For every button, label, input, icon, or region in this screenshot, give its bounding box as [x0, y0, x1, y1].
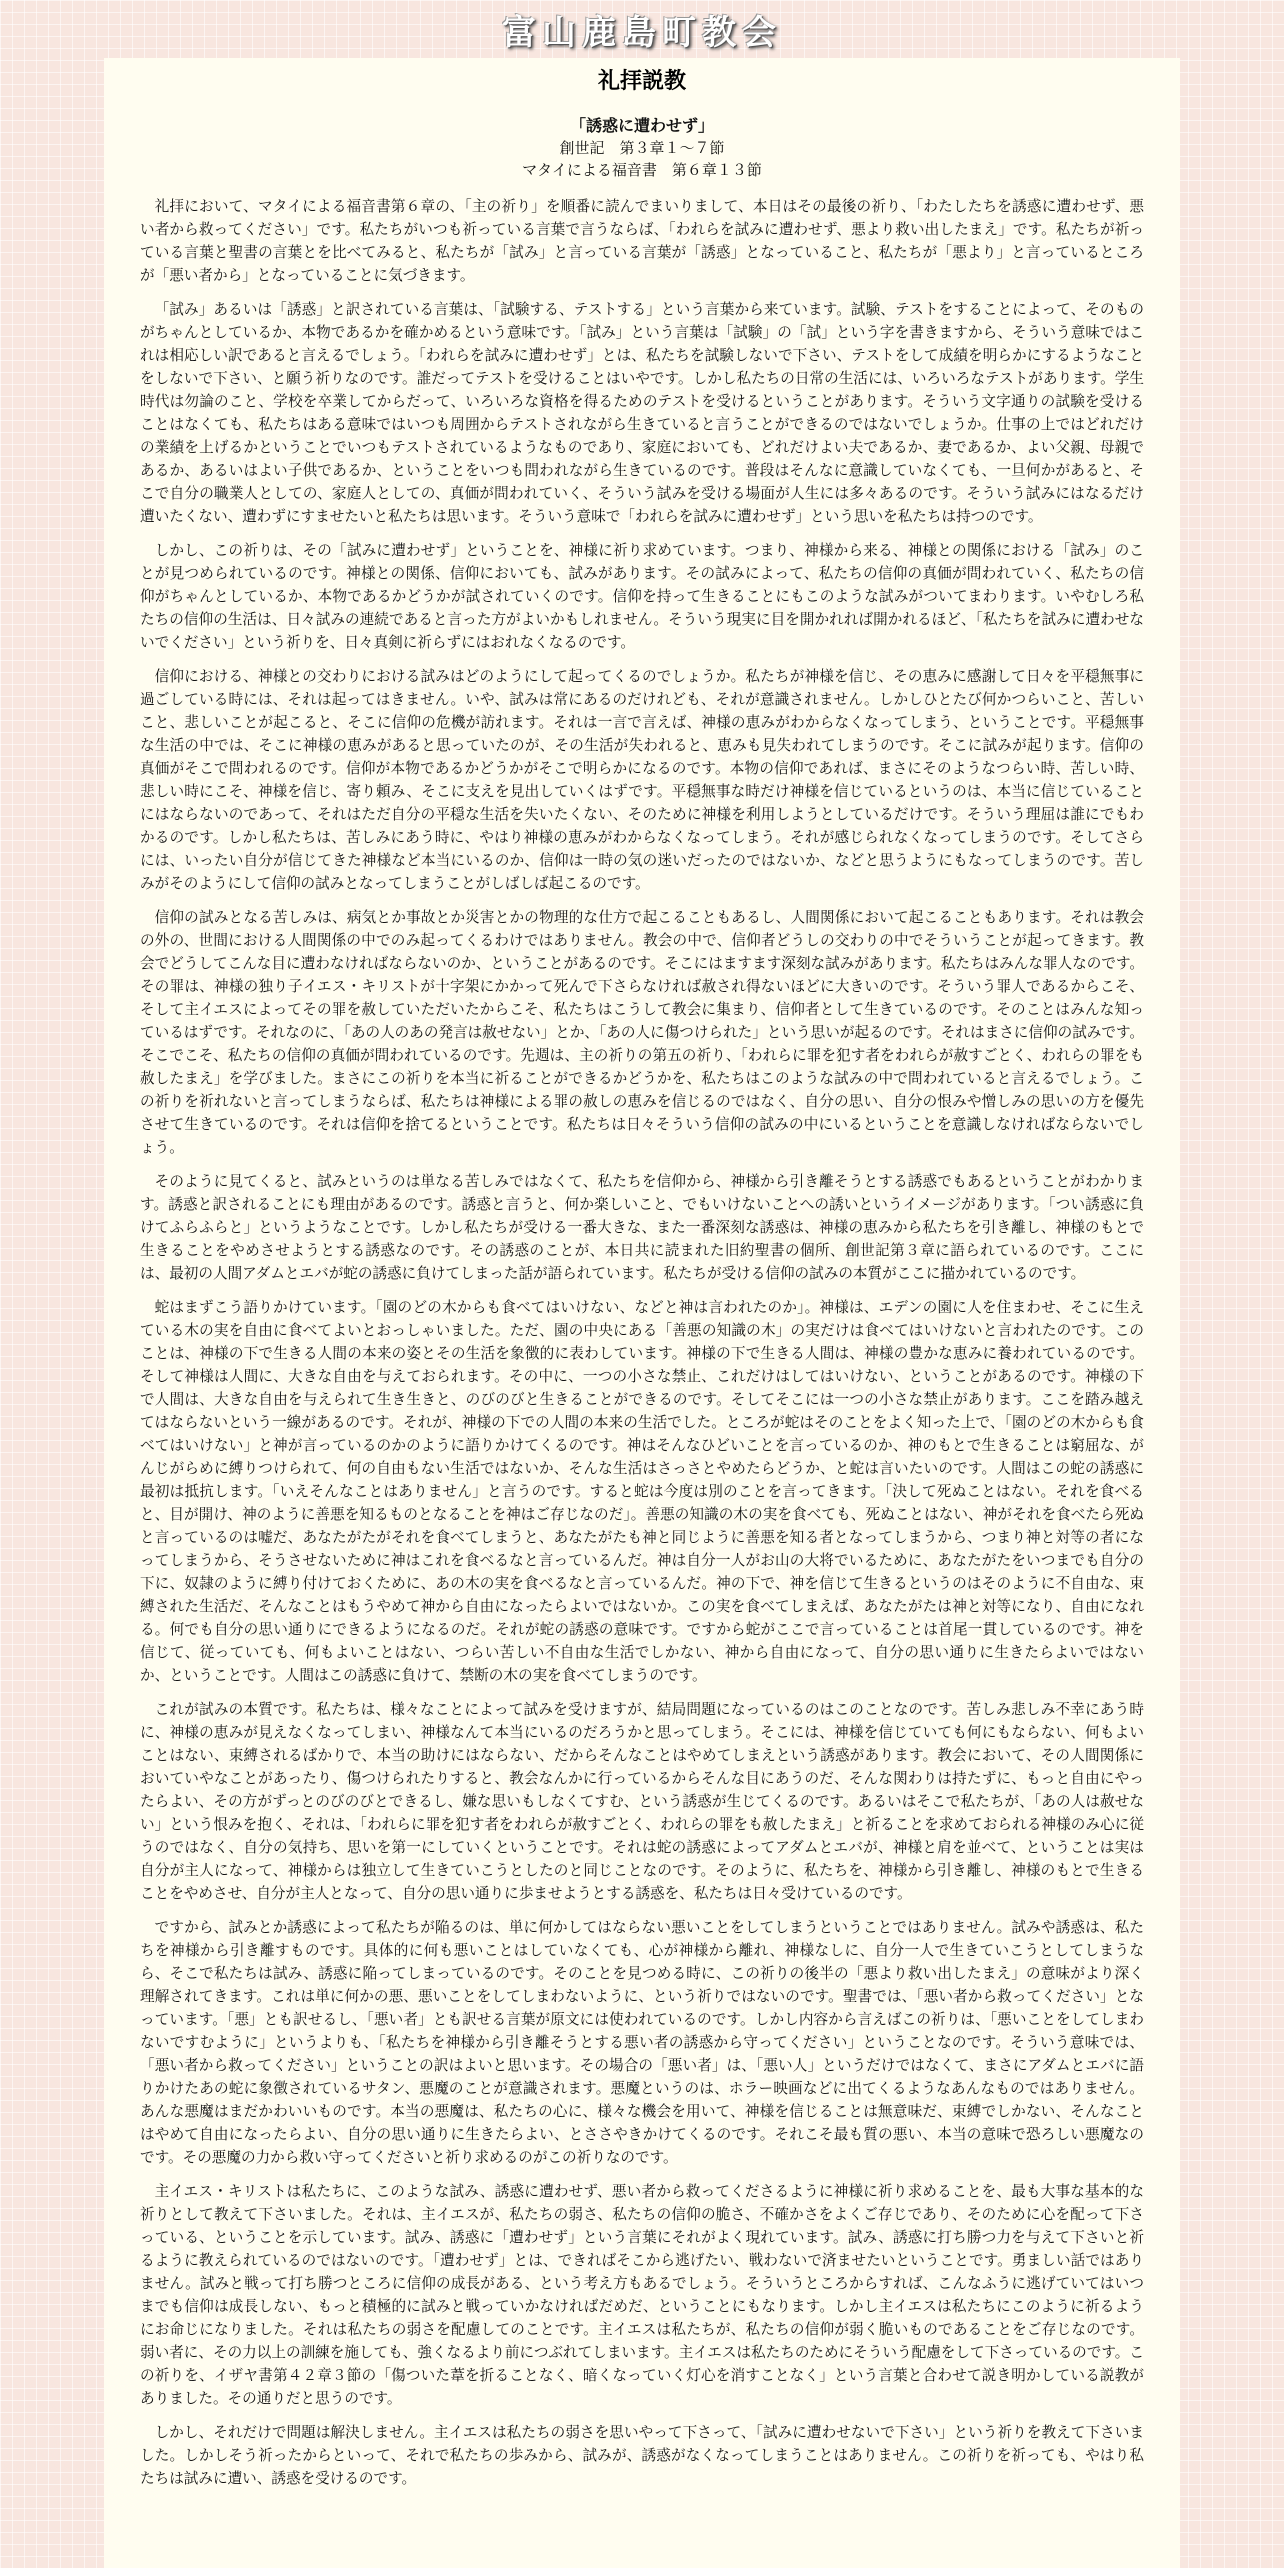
page-title: 礼拝説教	[597, 69, 686, 94]
sermon-body	[140, 195, 1144, 2490]
site-title: 富山鹿島町教会	[502, 12, 782, 53]
sermon-page	[104, 58, 1180, 2568]
paragraph: しかし、この祈りは、その「試みに遭わせず」ということを、神様に祈り求めています。つまり、神様から来る、神様との関係における「試み」のことが見つめられているのです。神様との関係、信仰においても、試みがあります。その試みによって、私たちの信仰の真価が問われていく、私たちの信仰がちゃんとしているか、本物であるかどうかが試されていくのです。信仰を持って生きることにもこのような試みがついてまわります。いやむしろ私たちの信仰の生活は、日々試みの連続であると言った方がよいかもしれません。そういう現実に目を開かれれば開かれるほど、「私たちを試みに遭わせないでください」という祈りを、日々真剣に祈らずにはおれなくなるのです。	[140, 542, 1144, 651]
paragraph: 信仰の試みとなる苦しみは、病気とか事故とか災害とかの物理的な仕方で起こることもあるし、人間関係において起こることもあります。それは教会の外の、世間における人間関係の中でのみ起ってくるわけではありません。教会の中で、信仰者どうしの交わりの中でそういうことが起ってきます。教会でどうしてこんな目に遭わなければならないのか、ということがあるのです。そこにはますます深刻な試みがあります。私たちはみんな罪人なのです。その罪は、神様の独り子イエス・キリストが十字架にかかって死んで下さらなければ赦され得ないほどに大きいのです。そういう罪人であるからこそ、そして主イエスによってその罪を赦していただいたからこそ、私たちはこうして教会に集まり、信仰者として生きているのです。そのことはみんな知っているはずです。それなのに、「あの人のあの発言は赦せない」とか、「あの人に傷つけられた」という思いが起るのです。それはまさに信仰の試みです。そこでこそ、私たちの信仰の真価が問われているのです。先週は、主の祈りの第五の祈り、「われらに罪を犯す者をわれらが赦すごとく、われらの罪をも赦したまえ」を学びました。まさにこの祈りを本当に祈ることができるかどうかを、私たちはこのような試みの中で問われていると言えるでしょう。この祈りを祈れないと言ってしまうならば、私たちは神様による罪の赦しの恵みを信じるのではなく、自分の思い、自分の恨みや憎しみの思いの方を優先させて生きているのです。それは信仰を捨てるということです。私たちは日々そういう信仰の試みの中にいるということを意識しなければならないでしょう。	[140, 909, 1144, 1156]
paragraph: 主イエス・キリストは私たちに、このような試み、誘惑に遭わせず、悪い者から救ってくださるように神様に祈り求めることを、最も大事な基本的な祈りとして教えて下さいました。それは、主イエスが、私たちの弱さ、私たちの信仰の脆さ、不確かさをよくご存じであり、そのために心を配って下さっている、ということを示しています。試み、誘惑に「遭わせず」という言葉にそれがよく現れています。試み、誘惑に打ち勝つ力を与えて下さいと祈るように教えられているのではないのです。「遭わせず」とは、できればそこから逃げたい、戦わないで済ませたいということです。勇ましい話ではありません。試みと戦って打ち勝つところに信仰の成長がある、という考え方もあるでしょう。そういうところからすれば、こんなふうに逃げていてはいつまでも信仰は成長しない、もっと積極的に試みと戦っていかなければだめだ、ということにもなります。しかし主イエスは私たちにこのように祈るようにお命じになりました。それは私たちの弱さを配慮してのことです。主イエスは私たちが、私たちの信仰が弱く脆いものであることをご存じなのです。弱い者に、その力以上の訓練を施しても、強くなるより前につぶれてしまいます。主イエスは私たちのためにそういう配慮をして下さっているのです。この祈りを、イザヤ書第４２章３節の「傷ついた葦を折ることなく、暗くなっていく灯心を消すことなく」という言葉と合わせて説き明かしている説教がありました。その通りだと思うのです。	[140, 2183, 1144, 2407]
paragraph: 「試み」あるいは「誘惑」と訳されている言葉は、「試験する、テストする」という言葉から来ています。試験、テストをすることによって、そのものがちゃんとしているか、本物であるかを確かめるという意味です。「試み」という言葉は「試験」の「試」という字を書きますから、そういう意味ではこれは相応しい訳であると言えるでしょう。「われらを試みに遭わせず」とは、私たちを試験しないで下さい、テストをして成績を明らかにするようなことをしないで下さい、と願う祈りなのです。誰だってテストを受けることはいやです。しかし私たちの日常の生活には、いろいろなテストがあります。学生時代は勿論のこと、学校を卒業してからだって、いろいろな資格を得るためのテストを受けるということがあります。そういう文字通りの試験を受けることはなくても、私たちはある意味ではいつも周囲からテストされながら生きていると言うことができるのではないでしょうか。仕事の上ではどれだけの業績を上げるかということでいつもテストされているようなものであり、家庭においても、どれだけよい夫であるか、妻であるか、よい父親、母親であるか、あるいはよい子供であるか、ということをいつも問われながら生きているのです。普段はそんなに意識していなくても、一旦何かがあると、そこで自分の職業人としての、家庭人としての、真価が問われていく、そういう試みを受ける場面が人生には多々あるのです。そういう試みにはなるだけ遭いたくない、遭わずにすませたいと私たちは思います。そういう意味で「われらを試みに遭わせず」という思いを私たちは持つのです。	[140, 301, 1144, 525]
paragraph: 礼拝において、マタイによる福音書第６章の、「主の祈り」を順番に読んでまいりまして、本日はその最後の祈り、「わたしたちを誘惑に遭わせず、悪い者から救ってください」です。私たちがいつも祈っている言葉で言うならば、「われらを試みに遭わせず、悪より救い出したまえ」です。私たちが祈っている言葉と聖書の言葉とを比べてみると、私たちが「試み」と言っている言葉が「誘惑」となっていること、私たちが「悪より」と言っているところが「悪い者から」となっていることに気づきます。	[140, 198, 1144, 284]
site-header	[0, 0, 1284, 58]
paragraph: 蛇はまずこう語りかけています。「園のどの木からも食べてはいけない、などと神は言われたのか」。神様は、エデンの園に人を住まわせ、そこに生えている木の実を自由に食べてよいとおっしゃいました。ただ、園の中央にある「善悪の知識の木」の実だけは食べてはいけないと言われたのです。このことは、神様の下で生きる人間の本来の姿とその生活を象徴的に表わしています。神様の下で生きる人間は、神様の豊かな恵みに養われているのです。そして神様は人間に、大きな自由を与えておられます。その中に、一つの小さな禁止、これだけはしてはいけない、ということがあるのです。神様の下で人間は、大きな自由を与えられて生き生きと、のびのびと生きることができるのです。そしてそこには一つの小さな禁止があります。ここを踏み越えてはならないという一線があるのです。それが、神様の下での人間の本来の生活でした。ところが蛇はそのことをよく知った上で、「園のどの木からも食べてはいけない」と神が言っているのかのように語りかけてくるのです。神はそんなひどいことを言っているのか、神のもとで生きることは窮屈な、がんじがらめに縛りつけられて、何の自由もない生活ではないか、そんな生活はさっさとやめたらどうか、と蛇は言いたいのです。人間はこの蛇の誘惑に最初は抵抗します。「いえそんなことはありません」と言うのです。すると蛇は今度は別のことを言ってきます。「決して死ぬことはない。それを食べると、目が開け、神のように善悪を知るものとなることを神はご存じなのだ」。善悪の知識の木の実を食べても、死ぬことはない、神がそれを食べたら死ぬと言っているのは嘘だ、あなたがたがそれを食べてしまうと、あなたがたも神と同じように善悪を知る者となってしまうから、つまり神と対等の者になってしまうから、そうさせないために神はこれを食べるなと言っているんだ。神は自分一人がお山の大将でいるために、あなたがたをいつまでも自分の下に、奴隷のように縛り付けておくために、あの木の実を食べるなと言っているんだ。神の下で、神を信じて生きるというのはそのように不自由な、束縛された生活だ、そんなことはもうやめて神から自由になったらよいではないか。この実を食べてしまえば、あなたがたは神と対等になり、自由になれる。何でも自分の思い通りにできるようになるのだ。それが蛇の誘惑の意味です。ですから蛇がここで言っていることは首尾一貫しているのです。神を信じて、従っていても、何もよいことはない、つらい苦しい不自由な生活でしかない、神から自由になって、自分の思い通りに生きたらよいではないか、ということです。人間はこの誘惑に負けて、禁断の木の実を食べてしまうのです。	[140, 1299, 1144, 1684]
paragraph: これが試みの本質です。私たちは、様々なことによって試みを受けますが、結局問題になっているのはこのことなのです。苦しみ悲しみ不幸にあう時に、神様の恵みが見えなくなってしまい、神様なんて本当にいるのだろうかと思ってしまう。そこには、神様を信じていても何にもならない、何もよいことはない、束縛されるばかりで、本当の助けにはならない、だからそんなことはやめてしまえという誘惑があります。教会において、その人間関係においていやなことがあったり、傷つけられたりすると、教会なんかに行っているからそんな目にあうのだ、そんな関わりは持たずに、もっと自由にやったらよい、その方がずっとのびのびとできるし、嫌な思いもしなくてすむ、という誘惑が生じてくるのです。あるいはそこで私たちが、「あの人は赦せない」という恨みを抱く、それは、「われらに罪を犯す者をわれらが赦すごとく、われらの罪をも赦したまえ」と祈ることを求めておられる神様のみ心に従うのではなく、自分の気持ち、思いを第一にしていくということです。それは蛇の誘惑によってアダムとエバが、神様と肩を並べて、ということは実は自分が主人になって、神様からは独立して生きていこうとしたのと同じことなのです。そのように、私たちを、神様から引き離し、神様のもとで生きることをやめさせ、自分が主人となって、自分の思い通りに歩ませようとする誘惑を、私たちは日々受けているのです。	[140, 1701, 1144, 1902]
paragraph: ですから、試みとか誘惑によって私たちが陥るのは、単に何かしてはならない悪いことをしてしまうということではありません。試みや誘惑は、私たちを神様から引き離すものです。具体的に何も悪いことはしていなくても、心が神様から離れ、神様なしに、自分一人で生きていこうとしてしまうなら、そこで私たちは試み、誘惑に陥ってしまっているのです。そのことを見つめる時に、この祈りの後半の「悪より救い出したまえ」の意味がより深く理解されてきます。これは単に何かの悪、悪いことをしてしまわないように、という祈りではないのです。聖書では、「悪い者から救ってください」となっています。「悪」とも訳せるし、「悪い者」とも訳せる言葉が原文には使われているのです。しかし内容から言えばこの祈りは、「悪いことをしてしまわないですむように」というよりも、「私たちを神様から引き離そうとする悪い者の誘惑から守ってください」ということなのです。そういう意味では、「悪い者から救ってください」ということの訳はよいと思います。その場合の「悪い者」は、「悪い人」というだけではなくて、まさにアダムとエバに語りかけたあの蛇に象徴されているサタン、悪魔のことが意識されます。悪魔というのは、ホラー映画などに出てくるようなあんなものではありません。あんな悪魔はまだかわいいものです。本当の悪魔は、私たちの心に、様々な機会を用いて、神様を信じることは無意味だ、束縛でしかない、そんなことはやめて自由になったらよい、自分の思い通りに生きたらよい、とささやきかけてくるのです。それこそ最も質の悪い、本当の意味で恐ろしい悪魔なのです。その悪魔の力から救い守ってくださいと祈り求めるのがこの祈りなのです。	[140, 1919, 1144, 2166]
paragraph: そのように見てくると、試みというのは単なる苦しみではなくて、私たちを信仰から、神様から引き離そうとする誘惑でもあるということがわかります。誘惑と訳されることにも理由があるのです。誘惑と言うと、何か楽しいこと、でもいけないことへの誘いというイメージがあります。「つい誘惑に負けてふらふらと」というようなことです。しかし私たちが受ける一番大きな、また一番深刻な誘惑は、神様の恵みから私たちを引き離し、神様のもとで生きることをやめさせようとする誘惑なのです。その誘惑のことが、本日共に読まれた旧約聖書の個所、創世記第３章に語られているのです。ここには、最初の人間アダムとエバが蛇の誘惑に負けてしまった話が語られています。私たちが受ける信仰の試みの本質がここに描かれているのです。	[140, 1173, 1144, 1282]
scripture-reference-2: マタイによる福音書 第６章１３節	[522, 161, 762, 179]
paragraph: しかし、それだけで問題は解決しません。主イエスは私たちの弱さを思いやって下さって、「試みに遭わせないで下さい」という祈りを教えて下さいました。しかしそう祈ったからといって、それで私たちの歩みから、試みが、誘惑がなくなってしまうことはありません。この祈りを祈っても、やはり私たちは試みに遭い、誘惑を受けるのです。	[140, 2424, 1144, 2487]
paragraph: 信仰における、神様との交わりにおける試みはどのようにして起ってくるのでしょうか。私たちが神様を信じ、その恵みに感謝して日々を平穏無事に過ごしている時には、それは起ってはきません。いや、試みは常にあるのだけれども、それが意識されません。しかしひとたび何かつらいこと、苦しいこと、悲しいことが起こると、そこに信仰の危機が訪れます。それは一言で言えば、神様の恵みがわからなくなってしまう、ということです。平穏無事な生活の中では、そこに神様の恵みがあると思っていたのが、その生活が失われると、恵みも見失われてしまうのです。そこに試みが起ります。信仰の真価がそこで問われるのです。信仰が本物であるかどうかがそこで明らかになるのです。本物の信仰であれば、まさにそのようなつらい時、苦しい時、悲しい時にこそ、神様を信じ、寄り頼み、そこに支えを見出していくはずです。平穏無事な時だけ神様を信じているというのは、本当に信じていることにはならないのであって、それはただ自分の平穏な生活を失いたくない、そのために神様を利用しようとしているだけです。そういう理屈は誰にでもわかるのです。しかし私たちは、苦しみにあう時に、やはり神様の恵みがわからなくなってしまう。それが感じられなくなってしまうのです。そしてさらには、いったい自分が信じてきた神様など本当にいるのか、信仰は一時の気の迷いだったのではないか、などと思うようにもなってしまうのです。苦しみがそのようにして信仰の試みとなってしまうことがしばしば起こるのです。	[140, 668, 1144, 892]
sermon-subtitle: 「誘惑に遭わせず」	[569, 116, 714, 135]
scripture-reference-1: 創世記 第３章１～７節	[559, 139, 725, 157]
